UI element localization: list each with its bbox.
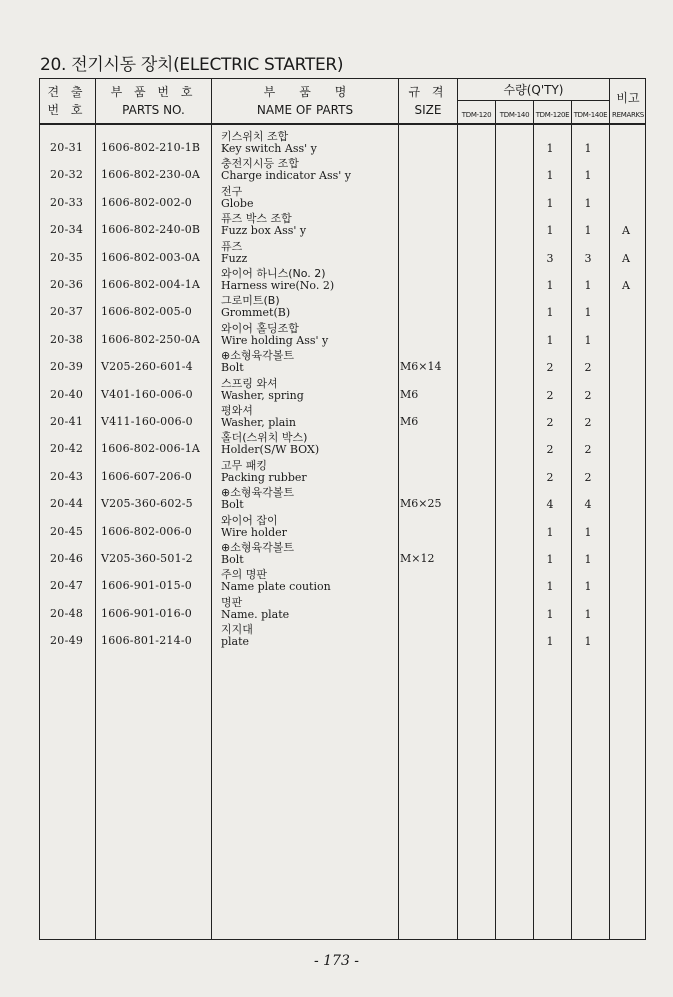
header-model: TDM-120 (461, 111, 492, 119)
item-number: 20-37 (50, 305, 84, 319)
item-number: 20-33 (50, 195, 84, 209)
item-number: 20-36 (50, 278, 84, 291)
qty-tdm-120e: 1 (546, 333, 554, 347)
header-remarks-en: REMARKS (612, 111, 644, 119)
table-row (0, 239, 673, 272)
part-name-en: Bolt (221, 361, 244, 375)
page-title: 20. 전기시동 장치(ELECTRIC STARTER) (40, 55, 344, 75)
part-name-ko: 충전지시등 조합 (221, 157, 299, 171)
table-row (0, 595, 673, 628)
table-row (0, 130, 673, 162)
part-name-en: Wire holder (221, 525, 287, 539)
part-name-en: Holder(S/W BOX) (221, 443, 320, 457)
part-number: 1606-802-002-0 (101, 195, 192, 209)
table-row (0, 486, 673, 518)
remarks: A (622, 224, 630, 238)
table-row (0, 267, 673, 299)
part-number: V205-360-501-2 (101, 552, 193, 565)
item-number: 20-35 (50, 250, 84, 264)
part-number: 1606-802-230-0A (101, 168, 201, 182)
qty-tdm-120e: 1 (546, 607, 554, 621)
part-name-ko: 와이어 홀딩조합 (221, 321, 299, 335)
table-row (0, 623, 673, 655)
qty-tdm-120e: 1 (546, 306, 554, 320)
part-number: 1606-802-005-0 (101, 305, 192, 319)
item-number: 20-31 (50, 141, 84, 154)
qty-tdm-140e: 1 (584, 142, 592, 155)
item-number: 20-34 (50, 223, 84, 237)
part-size: M6×14 (400, 360, 442, 374)
part-name-ko: 와이어 잡이 (221, 513, 278, 527)
part-number: 1606-802-006-1A (101, 442, 201, 456)
item-number: 20-40 (50, 387, 84, 401)
header-qty: 수량(Q'TY) (503, 83, 564, 97)
part-number: V205-360-602-5 (101, 497, 193, 511)
header-model: TDM-140E (573, 111, 608, 119)
part-number: V411-160-006-0 (101, 415, 193, 428)
table-row (0, 541, 673, 573)
qty-tdm-140e: 1 (584, 196, 592, 210)
part-number: 1606-607-206-0 (101, 469, 192, 483)
header-divider (39, 123, 646, 125)
qty-tdm-140e: 2 (584, 388, 592, 402)
item-number: 20-41 (50, 415, 84, 428)
part-name-en: Wire holding Ass' y (221, 333, 329, 347)
qty-tdm-140e: 1 (584, 635, 592, 649)
qty-tdm-120e: 3 (546, 251, 554, 265)
part-name-en: Key switch Ass' y (221, 142, 317, 155)
header-parts-no-en: PARTS NO. (122, 103, 185, 117)
page-number: - 173 - (313, 953, 360, 969)
header-name-ko: 부 품 명 (263, 85, 347, 99)
item-number: 20-38 (50, 332, 84, 346)
table-row (0, 458, 673, 491)
qty-tdm-140e: 2 (584, 470, 592, 484)
table-row (0, 184, 673, 217)
header-size-ko: 규 격 (408, 85, 448, 99)
item-number: 20-48 (50, 606, 84, 620)
part-name-ko: 명판 (221, 595, 243, 609)
item-number: 20-46 (50, 552, 84, 565)
part-name-en: Washer, spring (221, 388, 304, 402)
part-name-ko: ⊕소형육각볼트 (221, 486, 294, 500)
part-name-en: Name. plate (221, 607, 290, 621)
qty-tdm-120e: 1 (546, 196, 554, 210)
table-row (0, 321, 673, 354)
part-name-ko: 그로미트(B) (221, 294, 280, 308)
item-number: 20-43 (50, 469, 84, 483)
qty-tdm-140e: 3 (584, 251, 592, 265)
qty-tdm-120e: 1 (546, 169, 554, 183)
qty-tdm-120e: 1 (546, 553, 554, 566)
qty-tdm-120e: 1 (546, 580, 554, 594)
table-row (0, 431, 673, 463)
qty-tdm-140e: 1 (584, 224, 592, 238)
part-size: M6 (400, 415, 419, 428)
table-row (0, 404, 673, 436)
part-name-ko: 전구 (221, 184, 243, 198)
qty-tdm-140e: 2 (584, 361, 592, 375)
qty-tdm-120e: 2 (546, 361, 554, 375)
qty-tdm-120e: 1 (546, 635, 554, 649)
part-name-en: Bolt (221, 553, 244, 566)
header-remarks-ko: 비고 (616, 91, 640, 105)
qty-tdm-140e: 1 (584, 525, 592, 539)
part-number: 1606-802-004-1A (101, 278, 201, 291)
part-name-en: Grommet(B) (221, 306, 291, 320)
item-number: 20-45 (50, 524, 84, 538)
qty-tdm-120e: 2 (546, 416, 554, 429)
part-name-ko: 퓨즈 (221, 239, 243, 253)
table-row (0, 376, 673, 409)
part-name-en: Fuzz box Ass' y (221, 224, 307, 238)
part-number: 1606-802-240-0B (101, 223, 201, 237)
part-name-ko: ⊕소형육각볼트 (221, 541, 294, 554)
header-model: TDM-140 (499, 111, 530, 119)
part-name-ko: 퓨즈 박스 조합 (221, 212, 292, 226)
part-name-en: Fuzz (221, 251, 248, 265)
table-row (0, 568, 673, 600)
qty-tdm-140e: 1 (584, 607, 592, 621)
table-row (0, 294, 673, 326)
remarks: A (622, 279, 630, 292)
part-number: V401-160-006-0 (101, 387, 193, 401)
table-row (0, 212, 673, 244)
item-number: 20-44 (50, 497, 84, 511)
table-row (0, 157, 673, 189)
item-number: 20-49 (50, 634, 84, 648)
qty-tdm-120e: 2 (546, 388, 554, 402)
qty-tdm-120e: 1 (546, 525, 554, 539)
table-row (0, 349, 673, 381)
header-name-en: NAME OF PARTS (256, 103, 354, 117)
part-name-ko: 고무 패킹 (221, 458, 268, 472)
part-number: 1606-802-210-1B (101, 141, 201, 154)
item-number: 20-47 (50, 579, 84, 593)
qty-tdm-140e: 1 (584, 580, 592, 594)
qty-tdm-140e: 2 (584, 416, 592, 429)
item-number: 20-32 (50, 168, 84, 182)
qty-tdm-120e: 4 (546, 498, 554, 512)
part-size: M×12 (400, 552, 435, 565)
part-name-ko: 지지대 (221, 623, 253, 637)
part-name-en: plate (221, 635, 250, 649)
part-name-ko: 와이어 하니스(No. 2) (221, 267, 326, 280)
qty-tdm-140e: 1 (584, 553, 592, 566)
header-parts-no-ko: 부 품 번 호 (110, 85, 197, 99)
part-name-ko: 키스위치 조합 (221, 130, 289, 143)
header-size-en: SIZE (414, 103, 442, 117)
part-name-ko: 주의 명판 (221, 568, 268, 582)
remarks: A (622, 251, 630, 265)
qty-tdm-140e: 1 (584, 279, 592, 292)
qty-tdm-120e: 1 (546, 279, 554, 292)
part-name-en: Charge indicator Ass' y (221, 169, 352, 183)
part-number: 1606-801-214-0 (101, 634, 192, 648)
part-size: M6 (400, 387, 419, 401)
part-name-en: Harness wire(No. 2) (221, 279, 335, 292)
item-number: 20-42 (50, 442, 84, 456)
qty-tdm-120e: 1 (546, 142, 554, 155)
header-item-no: 견 출 번 호 (47, 85, 87, 117)
qty-tdm-140e: 4 (584, 498, 592, 512)
part-name-en: Packing rubber (221, 470, 307, 484)
qty-tdm-120e: 1 (546, 224, 554, 238)
part-name-en: Name plate coution (221, 580, 331, 594)
part-number: 1606-802-003-0A (101, 250, 201, 264)
part-name-en: Washer, plain (221, 416, 296, 429)
part-number: 1606-802-250-0A (101, 332, 201, 346)
part-name-ko: 홀더(스위치 박스) (221, 431, 308, 445)
item-number: 20-39 (50, 360, 84, 374)
part-number: 1606-901-016-0 (101, 606, 192, 620)
table-row (0, 513, 673, 546)
part-name-en: Bolt (221, 498, 244, 512)
part-number: V205-260-601-4 (101, 360, 193, 374)
qty-tdm-120e: 2 (546, 470, 554, 484)
part-number: 1606-802-006-0 (101, 524, 192, 538)
part-name-en: Globe (221, 196, 254, 210)
qty-tdm-140e: 2 (584, 443, 592, 457)
part-name-ko: ⊕소형육각볼트 (221, 349, 294, 363)
qty-tdm-120e: 2 (546, 443, 554, 457)
part-size: M6×25 (400, 497, 442, 511)
part-number: 1606-901-015-0 (101, 579, 192, 593)
header-model: TDM-120E (535, 111, 570, 119)
qty-tdm-140e: 1 (584, 333, 592, 347)
qty-tdm-140e: 1 (584, 306, 592, 320)
part-name-ko: 스프링 와셔 (221, 376, 278, 390)
part-name-ko: 평와셔 (221, 404, 253, 417)
qty-tdm-140e: 1 (584, 169, 592, 183)
